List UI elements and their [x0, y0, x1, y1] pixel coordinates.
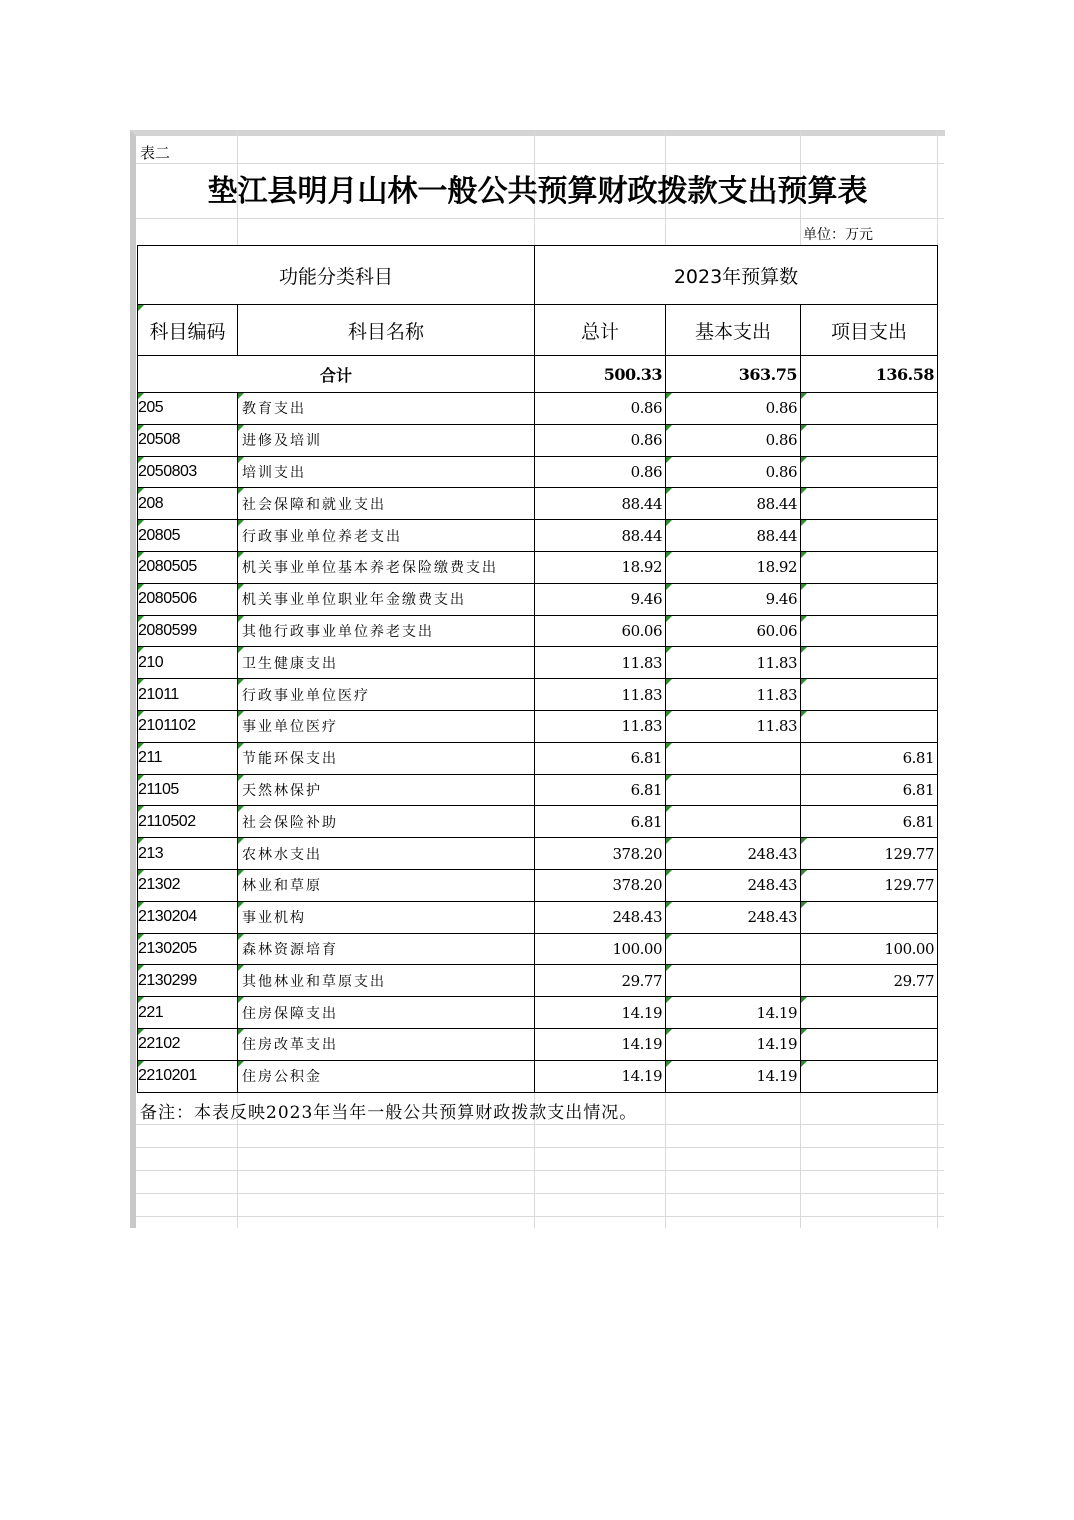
row-basic: 0.86	[666, 456, 801, 488]
row-basic: 0.86	[666, 393, 801, 425]
row-total: 9.46	[535, 583, 666, 615]
total-basic: 363.75	[666, 356, 801, 393]
table-row	[138, 520, 938, 552]
row-name: 森林资源培育	[238, 933, 535, 965]
row-name: 社会保障和就业支出	[238, 488, 535, 520]
row-name: 事业机构	[238, 901, 535, 933]
row-total: 378.20	[535, 838, 666, 870]
row-code: 21105	[138, 774, 238, 806]
table-row	[138, 647, 938, 679]
row-code: 22102	[138, 1028, 238, 1060]
row-total: 29.77	[535, 965, 666, 997]
row-total: 0.86	[535, 424, 666, 456]
row-basic: 60.06	[666, 615, 801, 647]
table-row	[138, 774, 938, 806]
row-code: 208	[138, 488, 238, 520]
row-total: 100.00	[535, 933, 666, 965]
row-project: 100.00	[801, 933, 938, 965]
gridline	[136, 1124, 944, 1125]
table-row	[138, 710, 938, 742]
table-row	[138, 1028, 938, 1060]
gridline	[136, 1147, 944, 1148]
row-basic: 248.43	[666, 869, 801, 901]
row-project	[801, 424, 938, 456]
row-name: 教育支出	[238, 393, 535, 425]
total-project: 136.58	[801, 356, 938, 393]
row-code: 2210201	[138, 1060, 238, 1092]
header-name: 科目名称	[238, 305, 535, 356]
row-basic	[666, 965, 801, 997]
row-total: 378.20	[535, 869, 666, 901]
row-basic	[666, 806, 801, 838]
row-name: 其他行政事业单位养老支出	[238, 615, 535, 647]
row-total: 14.19	[535, 1060, 666, 1092]
row-basic: 18.92	[666, 551, 801, 583]
row-total: 88.44	[535, 488, 666, 520]
row-total: 14.19	[535, 997, 666, 1029]
row-project	[801, 615, 938, 647]
table-row	[138, 393, 938, 425]
row-total: 6.81	[535, 742, 666, 774]
row-code: 221	[138, 997, 238, 1029]
row-project: 129.77	[801, 838, 938, 870]
table-row	[138, 806, 938, 838]
row-basic	[666, 774, 801, 806]
row-name: 卫生健康支出	[238, 647, 535, 679]
gridline	[136, 218, 944, 219]
row-name: 住房公积金	[238, 1060, 535, 1092]
row-total: 6.81	[535, 774, 666, 806]
row-code: 210	[138, 647, 238, 679]
row-name: 其他林业和草原支出	[238, 965, 535, 997]
row-name: 机关事业单位职业年金缴费支出	[238, 583, 535, 615]
table-row	[138, 615, 938, 647]
row-name: 住房改革支出	[238, 1028, 535, 1060]
row-basic: 14.19	[666, 1060, 801, 1092]
row-code: 211	[138, 742, 238, 774]
row-total: 6.81	[535, 806, 666, 838]
row-basic: 11.83	[666, 710, 801, 742]
row-total: 11.83	[535, 710, 666, 742]
header-total: 总计	[535, 305, 666, 356]
gridline	[136, 1216, 944, 1217]
table-row	[138, 933, 938, 965]
row-name: 行政事业单位医疗	[238, 679, 535, 711]
row-total: 14.19	[535, 1028, 666, 1060]
table-row	[138, 965, 938, 997]
row-total: 0.86	[535, 456, 666, 488]
row-code: 20508	[138, 424, 238, 456]
row-project: 29.77	[801, 965, 938, 997]
row-code: 2080599	[138, 615, 238, 647]
row-project: 6.81	[801, 774, 938, 806]
row-code: 21302	[138, 869, 238, 901]
row-total: 11.83	[535, 647, 666, 679]
row-name: 林业和草原	[238, 869, 535, 901]
row-basic: 88.44	[666, 520, 801, 552]
row-basic: 14.19	[666, 1028, 801, 1060]
gridline	[136, 163, 944, 164]
row-project: 129.77	[801, 869, 938, 901]
row-name: 住房保障支出	[238, 997, 535, 1029]
gridline	[136, 1193, 944, 1194]
row-total: 0.86	[535, 393, 666, 425]
row-basic: 9.46	[666, 583, 801, 615]
row-name: 培训支出	[238, 456, 535, 488]
row-name: 天然林保护	[238, 774, 535, 806]
row-name: 节能环保支出	[238, 742, 535, 774]
table-row	[138, 869, 938, 901]
row-name: 社会保险补助	[238, 806, 535, 838]
row-code: 2080506	[138, 583, 238, 615]
table-row	[138, 488, 938, 520]
row-code: 2110502	[138, 806, 238, 838]
row-project	[801, 997, 938, 1029]
row-project: 6.81	[801, 806, 938, 838]
table-row	[138, 424, 938, 456]
row-project	[801, 488, 938, 520]
row-name: 机关事业单位基本养老保险缴费支出	[238, 551, 535, 583]
row-project	[801, 901, 938, 933]
total-label: 合计	[138, 356, 535, 393]
sheet-label: 表二	[140, 144, 171, 162]
header-basic: 基本支出	[666, 305, 801, 356]
row-code: 205	[138, 393, 238, 425]
table-row	[138, 1060, 938, 1092]
table-row	[138, 583, 938, 615]
row-code: 2130299	[138, 965, 238, 997]
row-basic: 0.86	[666, 424, 801, 456]
row-code: 20805	[138, 520, 238, 552]
row-project	[801, 1060, 938, 1092]
budget-table	[137, 245, 938, 1093]
row-project	[801, 583, 938, 615]
table-row	[138, 679, 938, 711]
header-budget-year: 2023年预算数	[535, 246, 938, 305]
row-total: 11.83	[535, 679, 666, 711]
row-basic: 248.43	[666, 838, 801, 870]
row-project: 6.81	[801, 742, 938, 774]
row-name: 事业单位医疗	[238, 710, 535, 742]
row-basic	[666, 933, 801, 965]
row-basic: 248.43	[666, 901, 801, 933]
row-code: 2050803	[138, 456, 238, 488]
row-name: 进修及培训	[238, 424, 535, 456]
row-project	[801, 551, 938, 583]
row-code: 213	[138, 838, 238, 870]
row-total: 60.06	[535, 615, 666, 647]
row-basic	[666, 742, 801, 774]
footnote: 备注：本表反映2023年当年一般公共预算财政拨款支出情况。	[140, 1103, 638, 1123]
row-code: 2130205	[138, 933, 238, 965]
total-sum: 500.33	[535, 356, 666, 393]
header-project: 项目支出	[801, 305, 938, 356]
row-name: 行政事业单位养老支出	[238, 520, 535, 552]
row-code: 2080505	[138, 551, 238, 583]
row-code: 2130204	[138, 901, 238, 933]
header-function-category: 功能分类科目	[138, 246, 535, 305]
table-row	[138, 551, 938, 583]
row-name: 农林水支出	[238, 838, 535, 870]
row-project	[801, 710, 938, 742]
row-project	[801, 1028, 938, 1060]
table-row	[138, 901, 938, 933]
gridline	[136, 1170, 944, 1171]
row-project	[801, 520, 938, 552]
row-basic: 14.19	[666, 997, 801, 1029]
unit-label: 单位：万元	[803, 227, 873, 243]
row-project	[801, 456, 938, 488]
table-row	[138, 742, 938, 774]
row-total: 88.44	[535, 520, 666, 552]
row-project	[801, 679, 938, 711]
row-basic: 11.83	[666, 679, 801, 711]
table-row	[138, 838, 938, 870]
row-project	[801, 647, 938, 679]
row-code: 21011	[138, 679, 238, 711]
table-row	[138, 997, 938, 1029]
table-row	[138, 456, 938, 488]
header-code: 科目编码	[138, 305, 238, 356]
row-total: 18.92	[535, 551, 666, 583]
page-title: 垫江县明月山林一般公共预算财政拨款支出预算表	[207, 174, 868, 209]
row-basic: 88.44	[666, 488, 801, 520]
row-code: 2101102	[138, 710, 238, 742]
row-total: 248.43	[535, 901, 666, 933]
row-basic: 11.83	[666, 647, 801, 679]
row-project	[801, 393, 938, 425]
